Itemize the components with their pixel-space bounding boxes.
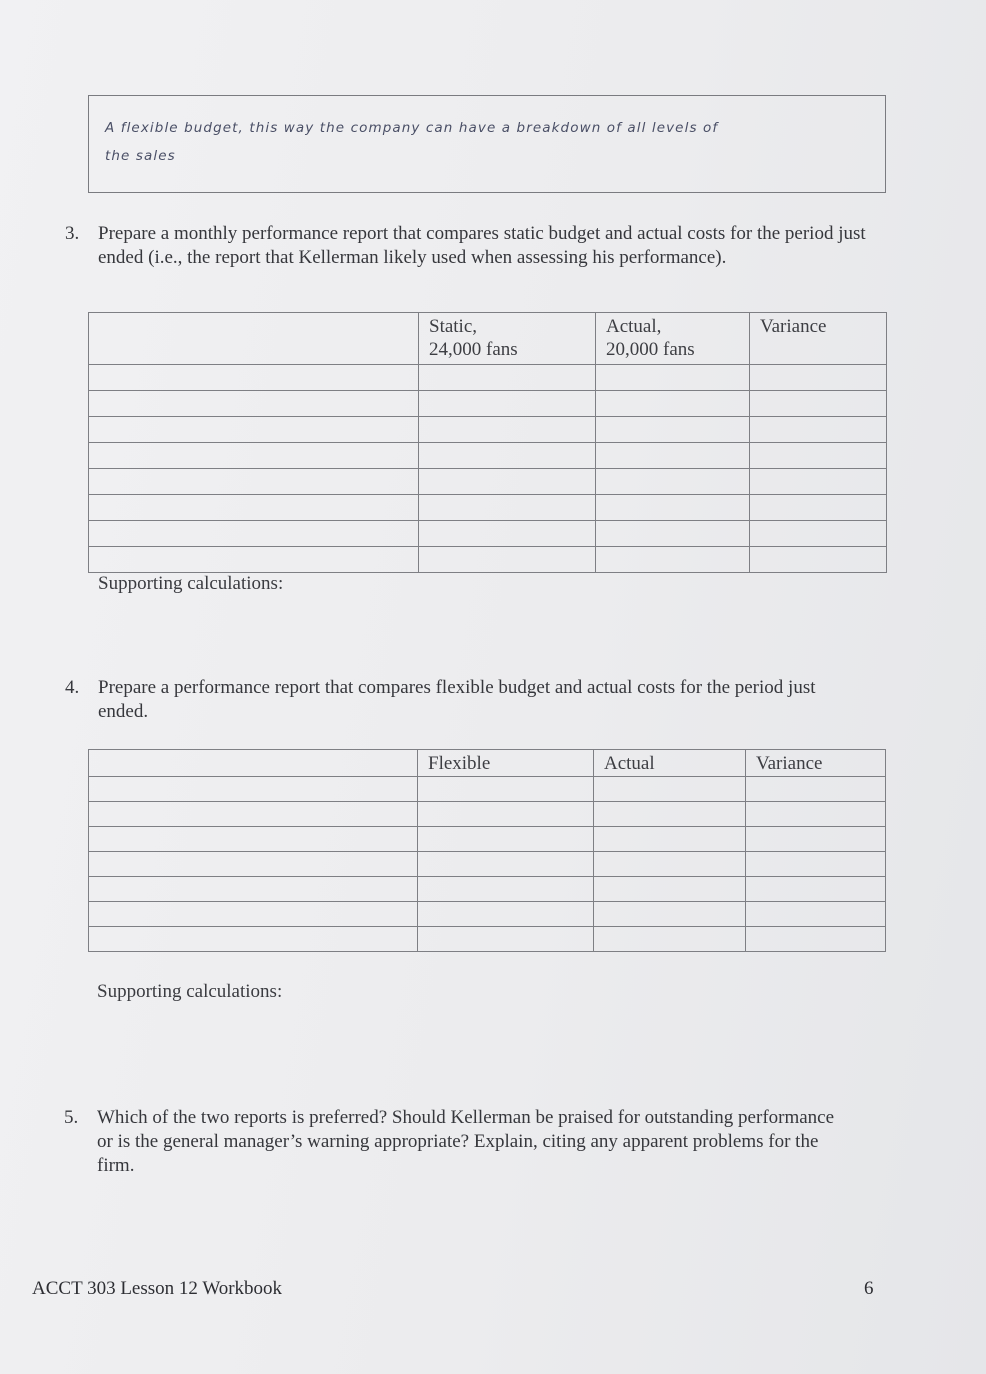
table-cell[interactable] (596, 495, 750, 521)
table-cell[interactable] (596, 443, 750, 469)
table-header-row (89, 750, 886, 777)
supporting-calculations-label-q4: Supporting calculations: (97, 981, 283, 1002)
table-cell[interactable] (419, 417, 596, 443)
handwritten-line-1: A flexible budget, this way the company can have a breakdown of all levels of (105, 120, 719, 136)
table-cell[interactable] (746, 802, 886, 827)
footer-workbook-title: ACCT 303 Lesson 12 Workbook (32, 1278, 283, 1299)
footer-page-number: 6 (864, 1278, 874, 1299)
table-cell[interactable] (746, 927, 886, 952)
table-cell[interactable] (750, 547, 887, 573)
table-cell[interactable] (89, 927, 418, 952)
table-cell[interactable] (596, 547, 750, 573)
flexible-budget-report-table (88, 749, 886, 952)
table-row (89, 802, 886, 827)
table-cell[interactable] (89, 443, 419, 469)
table-cell[interactable] (750, 521, 887, 547)
table-cell[interactable] (594, 902, 746, 927)
table-row (89, 417, 887, 443)
table-cell[interactable] (750, 443, 887, 469)
header-cell-flexible: Flexible (418, 750, 594, 777)
question-3-number: 3. (65, 223, 80, 244)
table-cell[interactable] (596, 391, 750, 417)
table-cell[interactable] (596, 469, 750, 495)
header-cell-variance: Variance (746, 750, 886, 777)
table-cell[interactable] (594, 827, 746, 852)
table-cell[interactable] (419, 521, 596, 547)
table-row (89, 777, 886, 802)
table-row (89, 443, 887, 469)
table-row (89, 827, 886, 852)
table-cell[interactable] (750, 365, 887, 391)
table-cell[interactable] (89, 852, 418, 877)
table-cell[interactable] (419, 391, 596, 417)
table-cell[interactable] (750, 417, 887, 443)
header-cell-variance: Variance (750, 313, 887, 365)
table-cell[interactable] (419, 495, 596, 521)
table-cell[interactable] (594, 927, 746, 952)
table-cell[interactable] (418, 877, 594, 902)
handwritten-answer (105, 114, 845, 170)
table-cell[interactable] (89, 777, 418, 802)
table-cell[interactable] (418, 902, 594, 927)
table-cell[interactable] (418, 852, 594, 877)
table-cell[interactable] (89, 469, 419, 495)
table-row (89, 521, 887, 547)
handwritten-line-2: the sales (105, 148, 176, 164)
table-cell[interactable] (746, 852, 886, 877)
static-budget-report-table (88, 312, 887, 573)
table-cell[interactable] (594, 777, 746, 802)
table-row (89, 365, 887, 391)
table-row (89, 902, 886, 927)
table-cell[interactable] (419, 547, 596, 573)
header-cell-blank[interactable] (89, 750, 418, 777)
table-cell[interactable] (89, 902, 418, 927)
table-cell[interactable] (419, 469, 596, 495)
table-header-row (89, 313, 887, 365)
question-5-text: Which of the two reports is preferred? Should Kellerman be praised for outstanding performance or is the general manager’s warning appropriate? Explain, citing any apparent problems for the firm. (97, 1107, 835, 1176)
table-cell[interactable] (746, 902, 886, 927)
table-cell[interactable] (596, 417, 750, 443)
question-5-number: 5. (64, 1107, 79, 1128)
table-cell[interactable] (419, 365, 596, 391)
table-cell[interactable] (596, 521, 750, 547)
table-cell[interactable] (89, 495, 419, 521)
table-cell[interactable] (746, 827, 886, 852)
table-cell[interactable] (746, 877, 886, 902)
question-3-text: Prepare a monthly performance report that compares static budget and actual costs for the period just ended (i.e., the report that Kellerman likely used when assessing his performance). (98, 223, 866, 268)
table-cell[interactable] (89, 827, 418, 852)
table-cell[interactable] (89, 391, 419, 417)
table-cell[interactable] (89, 521, 419, 547)
table-cell[interactable] (594, 802, 746, 827)
table-row (89, 391, 887, 417)
header-cell-actual: Actual (594, 750, 746, 777)
table-cell[interactable] (594, 852, 746, 877)
table-cell[interactable] (418, 827, 594, 852)
question-4-number: 4. (65, 677, 80, 698)
table-cell[interactable] (89, 365, 419, 391)
handwritten-answer-box[interactable] (88, 95, 886, 193)
supporting-calculations-label-q3: Supporting calculations: (98, 573, 284, 594)
table-row (89, 547, 887, 573)
table-cell[interactable] (746, 777, 886, 802)
table-cell[interactable] (89, 417, 419, 443)
table-cell[interactable] (750, 469, 887, 495)
table-cell[interactable] (750, 495, 887, 521)
table-cell[interactable] (418, 777, 594, 802)
header-cell-actual: Actual, 20,000 fans (596, 313, 750, 365)
table-cell[interactable] (89, 877, 418, 902)
header-cell-static: Static, 24,000 fans (419, 313, 596, 365)
table-cell[interactable] (596, 365, 750, 391)
table-cell[interactable] (594, 877, 746, 902)
table-cell[interactable] (418, 927, 594, 952)
question-4-text: Prepare a performance report that compares flexible budget and actual costs for the period just ended. (98, 677, 816, 722)
table-row (89, 877, 886, 902)
header-cell-blank[interactable] (89, 313, 419, 365)
table-row (89, 852, 886, 877)
table-row (89, 927, 886, 952)
table-row (89, 469, 887, 495)
table-cell[interactable] (419, 443, 596, 469)
table-cell[interactable] (89, 547, 419, 573)
table-cell[interactable] (418, 802, 594, 827)
table-row (89, 495, 887, 521)
table-cell[interactable] (89, 802, 418, 827)
table-cell[interactable] (750, 391, 887, 417)
